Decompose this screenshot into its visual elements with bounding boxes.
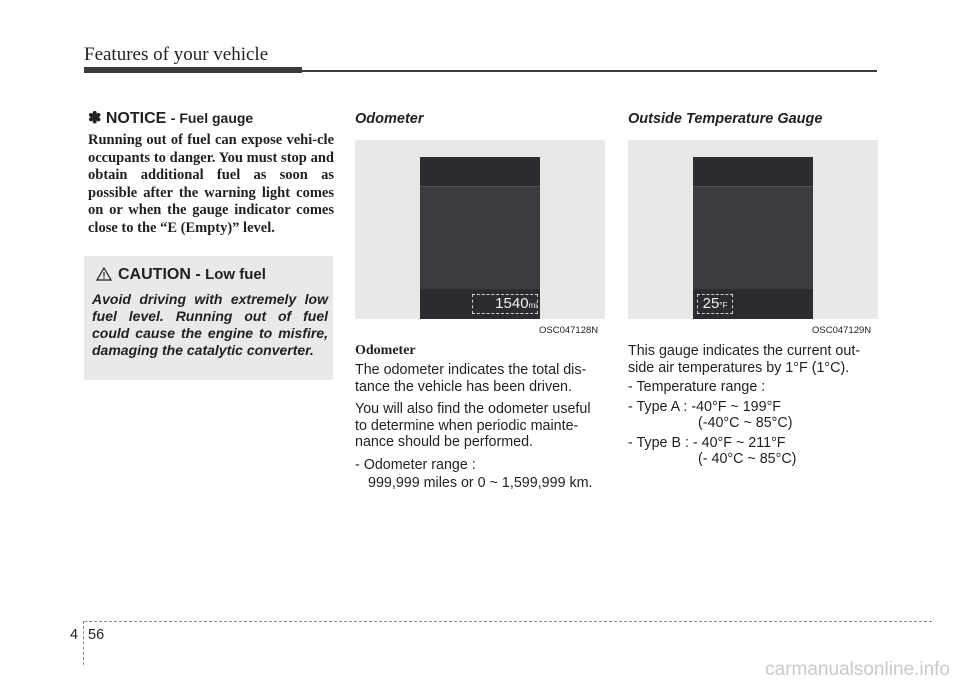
odometer-readout — [472, 294, 538, 314]
notice-title: NOTICE — [105, 110, 167, 127]
notice-subtitle: - Fuel gauge — [170, 110, 254, 126]
temperature-figure-code: OSC047129N — [812, 325, 872, 336]
header-rule-thick — [84, 67, 302, 73]
temperature-type-b: - Type B : - 40°F ~ 211°F — [628, 434, 786, 451]
caution-text: Avoid driving with extremely low fuel level. Running out of fuel could cause the engine to misfire, damaging the catalytic converter. — [92, 291, 328, 358]
odometer-section — [355, 111, 605, 127]
notice-symbol-icon: ✽ — [88, 110, 102, 127]
watermark: carmanualsonline.info — [765, 659, 950, 680]
odometer-reading: 1540 — [495, 295, 529, 312]
temperature-para-1: This gauge indicates the current out-side air temperatures by 1°F (1°C). — [628, 343, 861, 376]
odometer-para-2: You will also find the odometer useful to determine when periodic mainte-nance should be performed. — [355, 401, 591, 450]
header-rule-thin — [302, 70, 877, 72]
odometer-figure — [355, 140, 605, 319]
caution-subtitle: Low fuel — [205, 266, 266, 283]
footer-divider — [83, 621, 84, 665]
temperature-type-b-celsius: (- 40°C ~ 85°C) — [698, 451, 797, 467]
odometer-figure-code: OSC047128N — [539, 325, 599, 336]
cluster-display-panel — [420, 157, 540, 319]
notice-heading — [88, 108, 334, 128]
caution-heading — [96, 266, 266, 286]
caution-title: CAUTION - — [118, 266, 201, 283]
odometer-range-value: 999,999 miles or 0 ~ 1,599,999 km. — [368, 475, 593, 491]
temperature-section-title: Outside Temperature Gauge — [628, 111, 823, 127]
temperature-figure — [628, 140, 878, 319]
odometer-label: Odometer — [355, 343, 416, 358]
footer-section-number: 4 — [70, 627, 79, 643]
temperature-readout — [697, 294, 733, 314]
temperature-range-label: - Temperature range : — [628, 379, 766, 395]
temperature-type-a-celsius: (-40°C ~ 85°C) — [698, 415, 793, 431]
warning-triangle-icon — [96, 267, 112, 286]
temperature-section — [628, 111, 878, 127]
temperature-unit: °F — [719, 301, 728, 310]
odometer-para-1: The odometer indicates the total dis-tance the vehicle has been driven. — [355, 362, 587, 395]
footer-rule — [84, 621, 932, 622]
footer-page-number: 56 — [88, 627, 105, 643]
temperature-type-a: - Type A : -40°F ~ 199°F — [628, 398, 782, 415]
odometer-section-title: Odometer — [355, 111, 424, 127]
notice-section — [88, 108, 334, 237]
cluster-display-panel — [693, 157, 813, 319]
header-title: Features of your vehicle — [84, 44, 269, 65]
temperature-reading: 25 — [702, 295, 720, 312]
notice-text: Running out of fuel can expose vehi-cle occupants to danger. You must stop and obtain additional fuel as soon as possible after the warning light comes on or when the gauge indicator comes close to the “E (Empty)” level. — [88, 132, 334, 236]
odometer-range-label: - Odometer range : — [355, 456, 476, 473]
caution-box — [84, 256, 333, 380]
odometer-unit: mi — [528, 301, 537, 310]
